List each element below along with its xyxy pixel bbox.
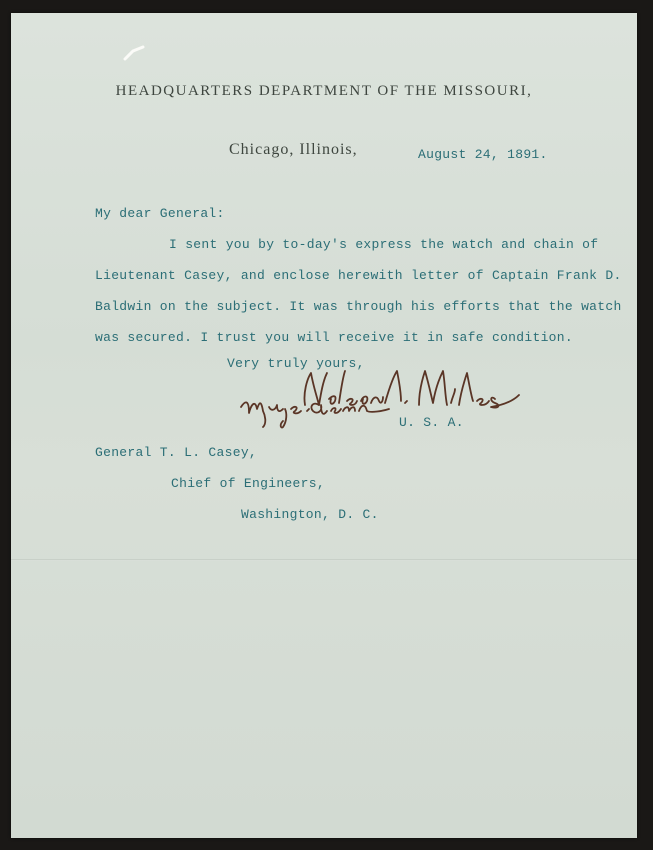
pin-hole-mark bbox=[123, 45, 145, 63]
addressee-line: Chief of Engineers, bbox=[171, 476, 325, 491]
addressee-line: General T. L. Casey, bbox=[95, 445, 258, 460]
letter-date: August 24, 1891. bbox=[418, 147, 548, 162]
closing: Very truly yours, bbox=[227, 356, 365, 371]
body-line: was secured. I trust you will receive it in safe condition. bbox=[95, 330, 573, 345]
paper-fold bbox=[11, 559, 637, 561]
addressee-line: Washington, D. C. bbox=[241, 507, 379, 522]
salutation: My dear General: bbox=[95, 206, 225, 221]
body-line: Lieutenant Casey, and enclose herewith letter of Captain Frank D. bbox=[95, 268, 622, 283]
letterhead-place: Chicago, Illinois, bbox=[229, 141, 358, 158]
body-line: Baldwin on the subject. It was through his efforts that the watch bbox=[95, 299, 622, 314]
letter-page bbox=[11, 13, 637, 838]
body-line: I sent you by to-day's express the watch and chain of bbox=[169, 237, 599, 252]
handwritten-signature bbox=[233, 365, 533, 435]
signature-suffix: U. S. A. bbox=[399, 415, 464, 430]
letterhead-title: HEADQUARTERS DEPARTMENT OF THE MISSOURI, bbox=[115, 83, 533, 99]
